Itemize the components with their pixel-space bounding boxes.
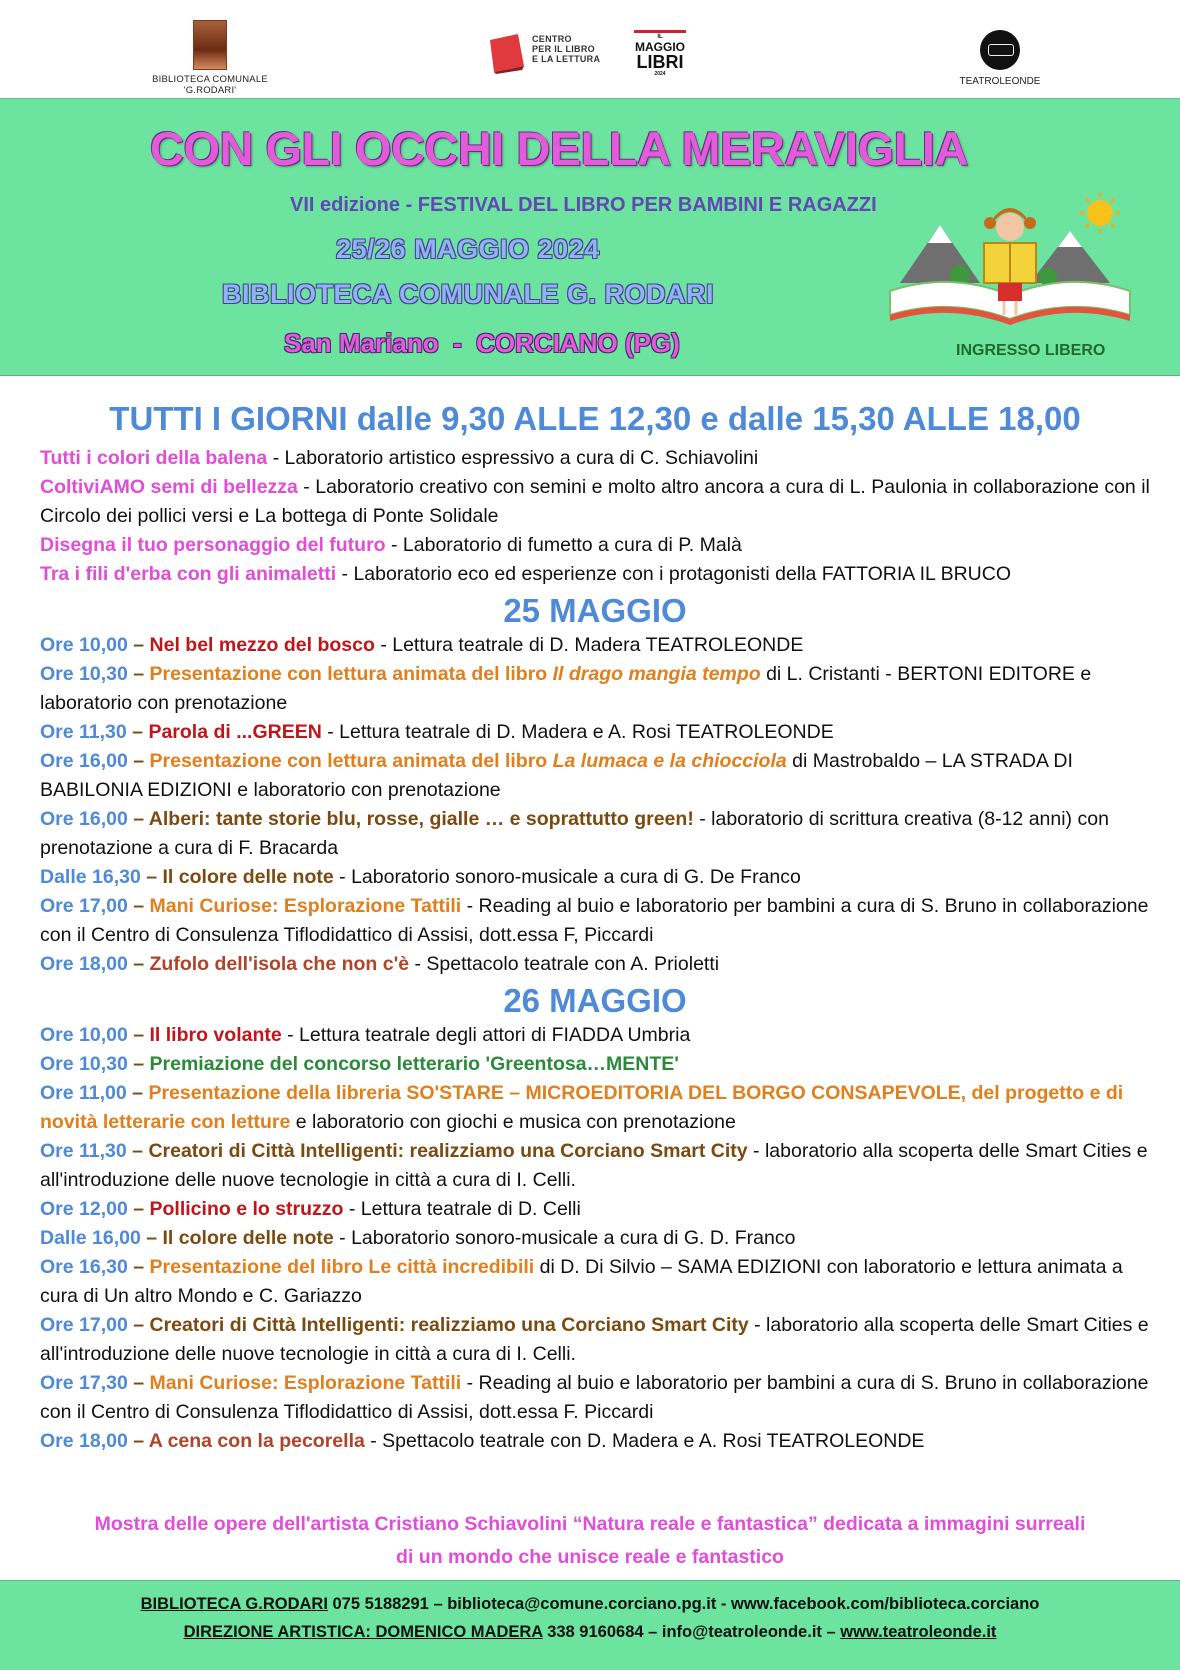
event-row: Dalle 16,00 – Il colore delle note - Laboratorio sonoro-musicale a cura di G. D. Franco bbox=[40, 1227, 796, 1249]
event-row: Ore 12,00 – Pollicino e lo struzzo - Lettura teatrale di D. Celli bbox=[40, 1198, 581, 1220]
event-row: Ore 18,00 – Zufolo dell'isola che non c'è - Spettacolo teatrale con A. Prioletti bbox=[40, 953, 720, 975]
maggio-dei-libri-logo: IL MAGGIO LIBRI 2024 bbox=[634, 30, 686, 81]
book-mark-icon bbox=[488, 32, 526, 74]
event-row: Ore 16,00 – Alberi: tante storie blu, rosse, gialle … e soprattutto green! - laboratorio di scrittura creativa (8-12 anni) con prenotazione a cura di F. Bracarda bbox=[40, 808, 1109, 859]
partner-logos bbox=[488, 30, 688, 80]
artistic-direction: DIREZIONE ARTISTICA: DOMENICO MADERA bbox=[183, 1623, 543, 1641]
exhibition-line-2: di un mondo che unisce reale e fantastico bbox=[396, 1546, 784, 1568]
exhibition-line-1: Mostra delle opere dell'artista Cristiano Schiavolini “Natura reale e fantastica” dedicata a immagini surreali bbox=[94, 1513, 1086, 1535]
theatre-logo-icon bbox=[980, 30, 1020, 70]
event-row: Ore 17,00 – Creatori di Città Intelligenti: realizziamo una Corciano Smart City - laboratorio alla scoperta delle Smart Cities e all'introduzione delle nuove tecnologie in città a cura di I. Celli. bbox=[40, 1314, 1149, 1365]
event-row: Ore 17,30 – Mani Curiose: Esplorazione Tattili - Reading al buio e laboratorio per bambini a cura di S. Bruno in collaborazione con il Centro di Consulenza Tiflodidattico di Assisi, dott.essa F. Piccardi bbox=[40, 1372, 1149, 1423]
event-row: Ore 10,30 – Premiazione del concorso letterario 'Greentosa…MENTE' bbox=[40, 1053, 679, 1075]
festival-place: San Mariano - CORCIANO (PG) bbox=[284, 328, 680, 358]
event-row: Ore 11,30 – Parola di ...GREEN - Lettura teatrale di D. Madera e A. Rosi TEATROLEONDE bbox=[40, 721, 834, 743]
event-row: Ore 16,00 – Presentazione con lettura animata del libro La lumaca e la chiocciola di Mastrobaldo – LA STRADA DI BABILONIA EDIZIONI e laboratorio con prenotazione bbox=[40, 750, 1073, 801]
program bbox=[40, 398, 1150, 1456]
festival-title: CON GLI OCCHI DELLA MERAVIGLIA bbox=[150, 122, 968, 175]
exhibition-note bbox=[40, 1508, 1140, 1574]
daily-item: Disegna il tuo personaggio del futuro - Laboratorio di fumetto a cura di P. Malà bbox=[40, 534, 742, 556]
festival-venue: BIBLIOTECA COMUNALE G. RODARI bbox=[222, 279, 714, 309]
open-book-illustration bbox=[880, 191, 1140, 341]
event-row: Ore 10,00 – Nel bel mezzo del bosco - Lettura teatrale di D. Madera TEATROLEONDE bbox=[40, 634, 804, 656]
daily-item: Tra i fili d'erba con gli animaletti - Laboratorio eco ed esperienze con i protagonisti della FATTORIA IL BRUCO bbox=[40, 563, 1012, 585]
festival-dates: 25/26 MAGGIO 2024 bbox=[336, 234, 600, 264]
logo-bar bbox=[0, 0, 1180, 98]
daily-item: ColtiviAMO semi di bellezza - Laboratorio creativo con semini e molto altro ancora a cura di L. Paulonia in collaborazione con il Circolo dei pollici versi e La bottega di Ponte Solidale bbox=[40, 476, 1150, 527]
theatre-logo-caption: TEATROLEONDE bbox=[959, 76, 1041, 87]
event-row: Ore 17,00 – Mani Curiose: Esplorazione Tattili - Reading al buio e laboratorio per bambini a cura di S. Bruno in collaborazione con il Centro di Consulenza Tiflodidattico di Assisi, dott.essa F, Piccardi bbox=[40, 895, 1149, 946]
festival-subtitle: VII edizione - FESTIVAL DEL LIBRO PER BAMBINI E RAGAZZI bbox=[290, 194, 877, 216]
library-name: BIBLIOTECA G.RODARI bbox=[140, 1595, 328, 1613]
direction-contacts bbox=[0, 1623, 1180, 1642]
event-row: Ore 11,00 – Presentazione della libreria SO'STARE – MICROEDITORIA DEL BORGO CONSAPEVOLE, del progetto e di novità letterarie con letture e laboratorio con giochi e musica con prenotazione bbox=[40, 1082, 1124, 1133]
daily-heading: TUTTI I GIORNI dalle 9,30 ALLE 12,30 e dalle 15,30 ALLE 18,00 bbox=[109, 400, 1081, 437]
cepell-logo-text: CENTRO PER IL LIBRO E LA LETTURA bbox=[532, 34, 601, 64]
library-logo-image bbox=[193, 20, 227, 70]
theatre-website-link[interactable]: www.teatroleonde.it bbox=[840, 1623, 997, 1641]
day-26-heading: 26 MAGGIO bbox=[503, 982, 687, 1019]
event-row: Ore 11,30 – Creatori di Città Intelligenti: realizziamo una Corciano Smart City - laboratorio alla scoperta delle Smart Cities e all'introduzione delle nuove tecnologie in città a cura di I. Celli. bbox=[40, 1140, 1148, 1191]
library-logo-caption: BIBLIOTECA COMUNALE 'G.RODARI' bbox=[152, 74, 268, 96]
library-contacts bbox=[0, 1595, 1180, 1614]
event-row: Dalle 16,30 – Il colore delle note - Laboratorio sonoro-musicale a cura di G. De Franco bbox=[40, 866, 801, 888]
event-row: Ore 18,00 – A cena con la pecorella - Spettacolo teatrale con D. Madera e A. Rosi TEATROLEONDE bbox=[40, 1430, 925, 1452]
free-entry-label: INGRESSO LIBERO bbox=[956, 342, 1106, 359]
festival-header bbox=[0, 98, 1180, 376]
daily-item: Tutti i colori della balena - Laboratorio artistico espressivo a cura di C. Schiavolini bbox=[40, 447, 759, 469]
day-25-heading: 25 MAGGIO bbox=[503, 592, 687, 629]
contacts-footer bbox=[0, 1580, 1180, 1670]
event-row: Ore 10,30 – Presentazione con lettura animata del libro Il drago mangia tempo di L. Cristanti - BERTONI EDITORE e laboratorio con prenotazione bbox=[40, 663, 1092, 714]
library-contact-details[interactable]: 075 5188291 – biblioteca@comune.corciano.pg.it - www.facebook.com/biblioteca.corciano bbox=[327, 1595, 1040, 1613]
library-logo bbox=[130, 20, 290, 96]
theatre-logo bbox=[950, 30, 1050, 87]
event-row: Ore 16,30 – Presentazione del libro Le città incredibili di D. Di Silvio – SAMA EDIZIONI con laboratorio e lettura animata a cura di Un altro Mondo e C. Gariazzo bbox=[40, 1256, 1123, 1307]
direction-contact-details[interactable]: 338 9160684 – info@teatroleonde.it – bbox=[542, 1623, 841, 1641]
event-row: Ore 10,00 – Il libro volante - Lettura teatrale degli attori di FIADDA Umbria bbox=[40, 1024, 691, 1046]
